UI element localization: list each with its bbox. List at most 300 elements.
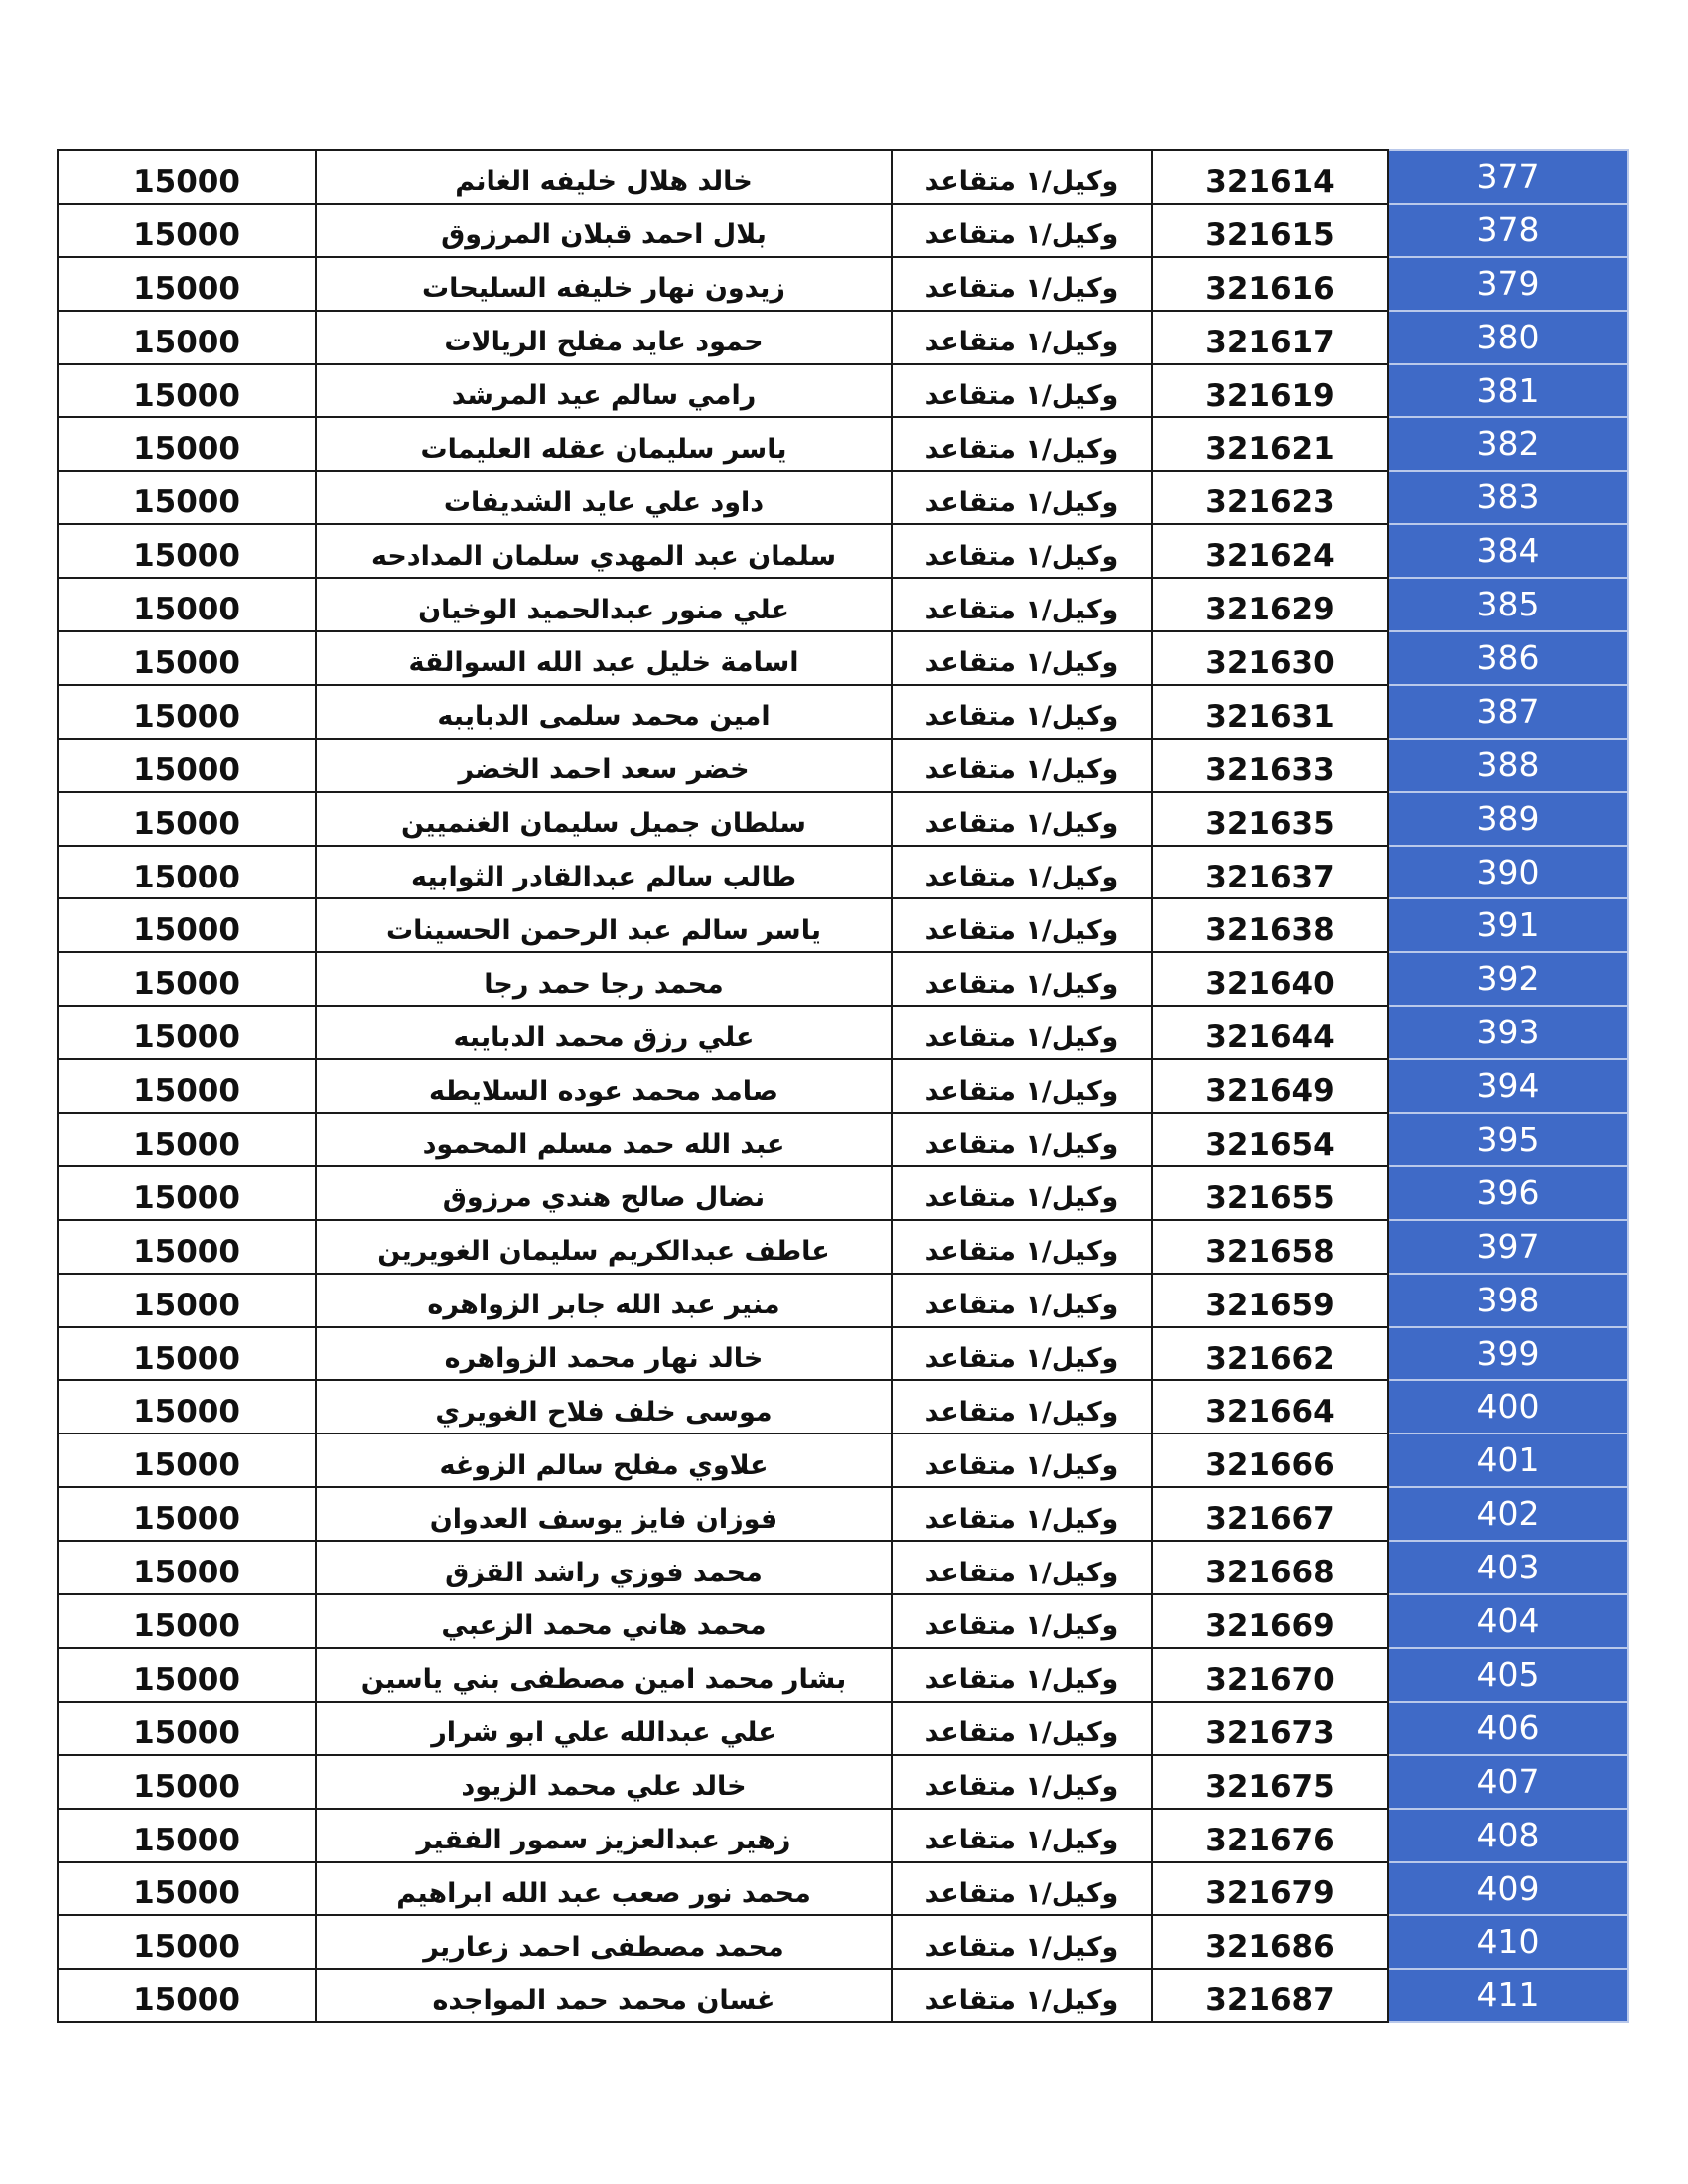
name-cell [316,1541,892,1594]
rank-cell [892,952,1152,1006]
amount-cell [58,1594,316,1648]
code-cell-text: 321630 [1205,644,1335,681]
code-cell [1152,1433,1388,1487]
name-cell-text: حمود عايد مفلح الريالات [444,327,764,358]
rank-cell [892,1915,1152,1969]
code-cell-text: 321637 [1205,859,1335,895]
rank-cell [892,257,1152,311]
amount-cell-text: 15000 [133,1929,240,1966]
code-cell-text: 321629 [1205,592,1335,628]
serial-cell [1388,1541,1628,1594]
code-cell [1152,846,1388,899]
amount-cell [58,1755,316,1809]
rank-cell [892,1059,1152,1113]
amount-cell-text: 15000 [133,1126,240,1162]
amount-cell-text: 15000 [133,1179,240,1216]
name-cell-text: علي منور عبدالحميد الوخيان [418,594,789,625]
serial-cell [1388,1862,1628,1916]
code-cell-text: 321635 [1205,805,1335,842]
rank-cell [892,1433,1152,1487]
serial-cell [1388,1702,1628,1755]
code-cell [1152,1327,1388,1381]
name-cell-text: محمد فوزي راشد القزق [445,1557,763,1588]
serial-cell-text: 389 [1477,798,1540,838]
code-cell [1152,471,1388,524]
serial-cell-text: 405 [1477,1654,1540,1694]
serial-cell-text: 378 [1477,209,1540,249]
table-row [58,524,1628,578]
name-cell-text: غسان محمد حمد المواجده [432,1984,775,2016]
rank-cell [892,204,1152,257]
name-cell-text: رامي سالم عيد المرشد [451,380,757,411]
name-cell [316,204,892,257]
rank-cell-text: وكيل/١ متقاعد [924,754,1119,786]
code-cell-text: 321615 [1205,216,1335,253]
code-cell-text: 321619 [1205,377,1335,414]
serial-cell [1388,471,1628,524]
name-cell-text: علي رزق محمد الدبايبه [453,1022,755,1053]
serial-cell [1388,792,1628,846]
table-row [58,417,1628,471]
rank-cell-text: وكيل/١ متقاعد [924,1449,1119,1481]
name-cell-text: عبد الله حمد مسلم المحمود [422,1129,785,1160]
name-cell-text: محمد هاني محمد الزعبي [441,1610,767,1642]
rank-cell [892,1220,1152,1274]
amount-cell-text: 15000 [133,163,240,200]
name-cell [316,1594,892,1648]
table-row [58,846,1628,899]
amount-cell-text: 15000 [133,270,240,307]
amount-cell-text: 15000 [133,538,240,575]
serial-cell-text: 396 [1477,1172,1540,1212]
code-cell [1152,685,1388,739]
serial-cell [1388,1809,1628,1862]
code-cell [1152,1220,1388,1274]
amount-cell-text: 15000 [133,1394,240,1431]
rank-cell [892,898,1152,952]
serial-cell-text: 383 [1477,478,1540,517]
rank-cell-text: وكيل/١ متقاعد [924,327,1119,358]
rank-cell-text: وكيل/١ متقاعد [924,219,1119,251]
code-cell-text: 321679 [1205,1875,1335,1912]
name-cell-text: عاطف عبدالكريم سليمان الغويرين [377,1236,830,1268]
amount-cell [58,1487,316,1541]
amount-cell-text: 15000 [133,859,240,895]
rank-cell [892,846,1152,899]
rank-cell [892,1809,1152,1862]
code-cell-text: 321662 [1205,1340,1335,1377]
serial-cell-text: 407 [1477,1761,1540,1801]
rank-cell [892,1755,1152,1809]
serial-cell-text: 384 [1477,531,1540,571]
code-cell-text: 321675 [1205,1768,1335,1805]
serial-cell-text: 388 [1477,745,1540,784]
serial-cell [1388,1594,1628,1648]
amount-cell [58,1220,316,1274]
table-row [58,150,1628,204]
code-cell [1152,1969,1388,2022]
serial-cell [1388,204,1628,257]
rank-cell [892,1862,1152,1916]
serial-cell-text: 386 [1477,638,1540,678]
name-cell [316,257,892,311]
name-cell [316,1274,892,1327]
serial-cell-text: 406 [1477,1707,1540,1747]
amount-cell-text: 15000 [133,1073,240,1110]
serial-cell [1388,1755,1628,1809]
amount-cell [58,524,316,578]
amount-cell-text: 15000 [133,484,240,521]
amount-cell [58,739,316,792]
serial-cell [1388,739,1628,792]
serial-cell-text: 401 [1477,1440,1540,1480]
code-cell [1152,1648,1388,1702]
rank-cell [892,1648,1152,1702]
amount-cell-text: 15000 [133,377,240,414]
table-row [58,1862,1628,1916]
amount-cell [58,204,316,257]
code-cell-text: 321638 [1205,912,1335,949]
name-cell-text: اسامة خليل عبد الله السوالقة [408,647,799,679]
amount-cell [58,631,316,685]
code-cell [1152,1059,1388,1113]
rank-cell [892,471,1152,524]
code-cell [1152,311,1388,364]
serial-cell [1388,1969,1628,2022]
rank-cell-text: وكيل/١ متقاعد [924,380,1119,411]
rank-cell-text: وكيل/١ متقاعد [924,433,1119,465]
name-cell [316,792,892,846]
serial-cell [1388,364,1628,418]
name-cell [316,364,892,418]
amount-cell-text: 15000 [133,1020,240,1056]
name-cell-text: زهير عبدالعزيز سمور الفقير [416,1825,791,1856]
table-row [58,471,1628,524]
rank-cell-text: وكيل/١ متقاعد [924,540,1119,572]
name-cell [316,311,892,364]
name-cell-text: امين محمد سلمى الدبايبه [437,701,771,733]
code-cell [1152,1809,1388,1862]
rank-cell [892,1006,1152,1059]
serial-cell [1388,1915,1628,1969]
amount-cell-text: 15000 [133,1982,240,2019]
serial-cell-text: 409 [1477,1868,1540,1908]
rank-cell [892,364,1152,418]
code-cell [1152,364,1388,418]
code-cell-text: 321616 [1205,270,1335,307]
name-cell [316,1006,892,1059]
code-cell [1152,257,1388,311]
serial-cell-text: 395 [1477,1120,1540,1160]
rank-cell [892,1274,1152,1327]
rank-cell-text: وكيل/١ متقاعد [924,701,1119,733]
name-cell [316,1648,892,1702]
serial-cell [1388,952,1628,1006]
table-row [58,739,1628,792]
code-cell [1152,1113,1388,1166]
serial-cell-text: 404 [1477,1601,1540,1641]
amount-cell [58,1113,316,1166]
amount-cell [58,417,316,471]
code-cell [1152,1380,1388,1433]
serial-cell-text: 408 [1477,1815,1540,1854]
rank-cell-text: وكيل/١ متقاعد [924,1610,1119,1642]
name-cell-text: منير عبد الله جابر الزواهره [427,1290,780,1321]
table-row [58,792,1628,846]
serial-cell-text: 394 [1477,1066,1540,1106]
serial-cell-text: 411 [1477,1976,1540,2015]
table-row [58,1755,1628,1809]
amount-cell-text: 15000 [133,912,240,949]
rank-cell [892,524,1152,578]
amount-cell [58,1006,316,1059]
code-cell [1152,417,1388,471]
serial-cell-text: 391 [1477,905,1540,945]
code-cell [1152,1702,1388,1755]
code-cell-text: 321666 [1205,1447,1335,1484]
serial-cell [1388,1327,1628,1381]
amount-cell [58,364,316,418]
name-cell [316,471,892,524]
table-row [58,1433,1628,1487]
serial-cell-text: 387 [1477,691,1540,731]
code-cell-text: 321670 [1205,1661,1335,1698]
name-cell [316,685,892,739]
code-cell-text: 321654 [1205,1126,1335,1162]
name-cell-text: محمد مصطفى احمد زعارير [423,1931,784,1963]
name-cell-text: نضال صالح هندي مرزوق [442,1182,766,1214]
amount-cell [58,846,316,899]
table-row [58,1059,1628,1113]
name-cell [316,1487,892,1541]
rank-cell-text: وكيل/١ متقاعد [924,486,1119,518]
serial-cell [1388,1220,1628,1274]
code-cell-text: 321669 [1205,1607,1335,1644]
name-cell [316,739,892,792]
code-cell [1152,952,1388,1006]
serial-cell [1388,150,1628,204]
serial-cell-text: 399 [1477,1333,1540,1373]
amount-cell [58,1915,316,1969]
serial-cell [1388,417,1628,471]
rank-cell [892,1113,1152,1166]
rank-cell-text: وكيل/١ متقاعد [924,1236,1119,1268]
name-cell-text: فوزان فايز يوسف العدوان [429,1503,778,1535]
rank-cell-text: وكيل/١ متقاعد [924,1557,1119,1588]
amount-cell [58,1648,316,1702]
name-cell-text: بلال احمد قبلان المرزوق [441,219,767,251]
amount-cell [58,898,316,952]
serial-cell-text: 410 [1477,1922,1540,1962]
code-cell-text: 321624 [1205,538,1335,575]
code-cell-text: 321614 [1205,163,1335,200]
table-row [58,1648,1628,1702]
rank-cell [892,150,1152,204]
name-cell [316,1059,892,1113]
code-cell-text: 321686 [1205,1929,1335,1966]
code-cell [1152,1594,1388,1648]
table-row [58,1487,1628,1541]
code-cell [1152,631,1388,685]
amount-cell [58,1809,316,1862]
name-cell [316,1755,892,1809]
amount-cell [58,1380,316,1433]
rank-cell [892,311,1152,364]
name-cell-text: خالد هلال خليفه الغانم [455,166,753,198]
name-cell-text: ياسر سليمان عقله العليمات [420,433,787,465]
rank-cell [892,1594,1152,1648]
code-cell [1152,739,1388,792]
serial-cell [1388,311,1628,364]
rank-cell-text: وكيل/١ متقاعد [924,1503,1119,1535]
rank-cell-text: وكيل/١ متقاعد [924,1075,1119,1107]
table-row [58,1166,1628,1220]
serial-cell-text: 380 [1477,317,1540,356]
table-row [58,204,1628,257]
name-cell-text: علي عبدالله علي ابو شرار [431,1717,776,1749]
table-row [58,1220,1628,1274]
rank-cell-text: وكيل/١ متقاعد [924,808,1119,840]
rank-cell [892,1166,1152,1220]
amount-cell [58,471,316,524]
amount-cell [58,1541,316,1594]
name-cell-text: محمد رجا حمد رجا [484,968,724,1000]
name-cell [316,1327,892,1381]
amount-cell [58,1166,316,1220]
table-row [58,631,1628,685]
name-cell [316,846,892,899]
serial-cell [1388,898,1628,952]
serial-cell-text: 393 [1477,1013,1540,1052]
name-cell-text: صامد محمد عوده السلايطه [429,1075,778,1107]
amount-cell-text: 15000 [133,216,240,253]
name-cell-text: خالد علي محمد الزيود [461,1771,747,1803]
name-cell [316,1702,892,1755]
code-cell-text: 321617 [1205,324,1335,360]
code-cell [1152,792,1388,846]
rank-cell-text: وكيل/١ متقاعد [924,1022,1119,1053]
serial-cell-text: 400 [1477,1387,1540,1427]
rank-cell-text: وكيل/١ متقاعد [924,1825,1119,1856]
table-row [58,1702,1628,1755]
serial-cell [1388,1380,1628,1433]
table-row [58,1541,1628,1594]
code-cell-text: 321658 [1205,1233,1335,1270]
rank-cell-text: وكيل/١ متقاعد [924,1931,1119,1963]
name-cell [316,1166,892,1220]
table-row [58,1969,1628,2022]
name-cell-text: زيدون نهار خليفه السليحات [422,273,785,305]
amount-cell-text: 15000 [133,1340,240,1377]
amount-cell-text: 15000 [133,1287,240,1323]
amount-cell-text: 15000 [133,1714,240,1751]
table-row [58,1327,1628,1381]
amount-cell-text: 15000 [133,1555,240,1591]
table-row [58,1915,1628,1969]
table-body [58,150,1628,2022]
name-cell [316,1862,892,1916]
serial-cell [1388,685,1628,739]
serial-cell [1388,257,1628,311]
name-cell-text: سلمان عبد المهدي سلمان المدادحه [370,540,837,572]
name-cell [316,898,892,952]
amount-cell-text: 15000 [133,644,240,681]
amount-cell-text: 15000 [133,751,240,788]
serial-cell [1388,631,1628,685]
name-cell-text: داود علي عايد الشديفات [443,486,765,518]
amount-cell-text: 15000 [133,1822,240,1858]
amount-cell [58,311,316,364]
name-cell [316,524,892,578]
amount-cell-text: 15000 [133,1768,240,1805]
amount-cell-text: 15000 [133,966,240,1003]
serial-cell-text: 397 [1477,1226,1540,1266]
serial-cell [1388,1648,1628,1702]
rank-cell-text: وكيل/١ متقاعد [924,1129,1119,1160]
amount-cell-text: 15000 [133,1875,240,1912]
serial-cell [1388,1113,1628,1166]
serial-cell [1388,1433,1628,1487]
rank-cell [892,1541,1152,1594]
code-cell [1152,1862,1388,1916]
serial-cell [1388,1059,1628,1113]
table-row [58,1380,1628,1433]
rank-cell-text: وكيل/١ متقاعد [924,862,1119,893]
rank-cell-text: وكيل/١ متقاعد [924,1343,1119,1375]
amount-cell [58,1969,316,2022]
serial-cell [1388,1274,1628,1327]
amount-cell [58,1059,316,1113]
table-row [58,1594,1628,1648]
serial-cell [1388,1006,1628,1059]
code-cell-text: 321633 [1205,751,1335,788]
code-cell [1152,524,1388,578]
rank-cell [892,631,1152,685]
serial-cell [1388,578,1628,631]
code-cell [1152,578,1388,631]
serial-cell-text: 379 [1477,263,1540,303]
serial-cell-text: 390 [1477,852,1540,891]
rank-cell [892,1702,1152,1755]
table-row [58,578,1628,631]
rank-cell-text: وكيل/١ متقاعد [924,1290,1119,1321]
rank-cell-text: وكيل/١ متقاعد [924,914,1119,946]
name-cell [316,1220,892,1274]
code-cell-text: 321668 [1205,1555,1335,1591]
name-cell-text: موسى خلف فلاح الغويري [435,1396,773,1428]
rank-cell [892,1487,1152,1541]
serial-cell [1388,1166,1628,1220]
name-cell [316,1433,892,1487]
rank-cell-text: وكيل/١ متقاعد [924,1396,1119,1428]
table-row [58,364,1628,418]
rank-cell-text: وكيل/١ متقاعد [924,1984,1119,2016]
rank-cell-text: وكيل/١ متقاعد [924,647,1119,679]
name-cell [316,952,892,1006]
serial-cell [1388,1487,1628,1541]
code-cell-text: 321649 [1205,1073,1335,1110]
table-row [58,257,1628,311]
amount-cell [58,685,316,739]
serial-cell-text: 392 [1477,959,1540,999]
code-cell-text: 321621 [1205,431,1335,468]
rank-cell [892,1327,1152,1381]
name-cell [316,150,892,204]
serial-cell-text: 377 [1477,157,1540,196]
amount-cell-text: 15000 [133,1501,240,1538]
code-cell [1152,898,1388,952]
table-row [58,952,1628,1006]
